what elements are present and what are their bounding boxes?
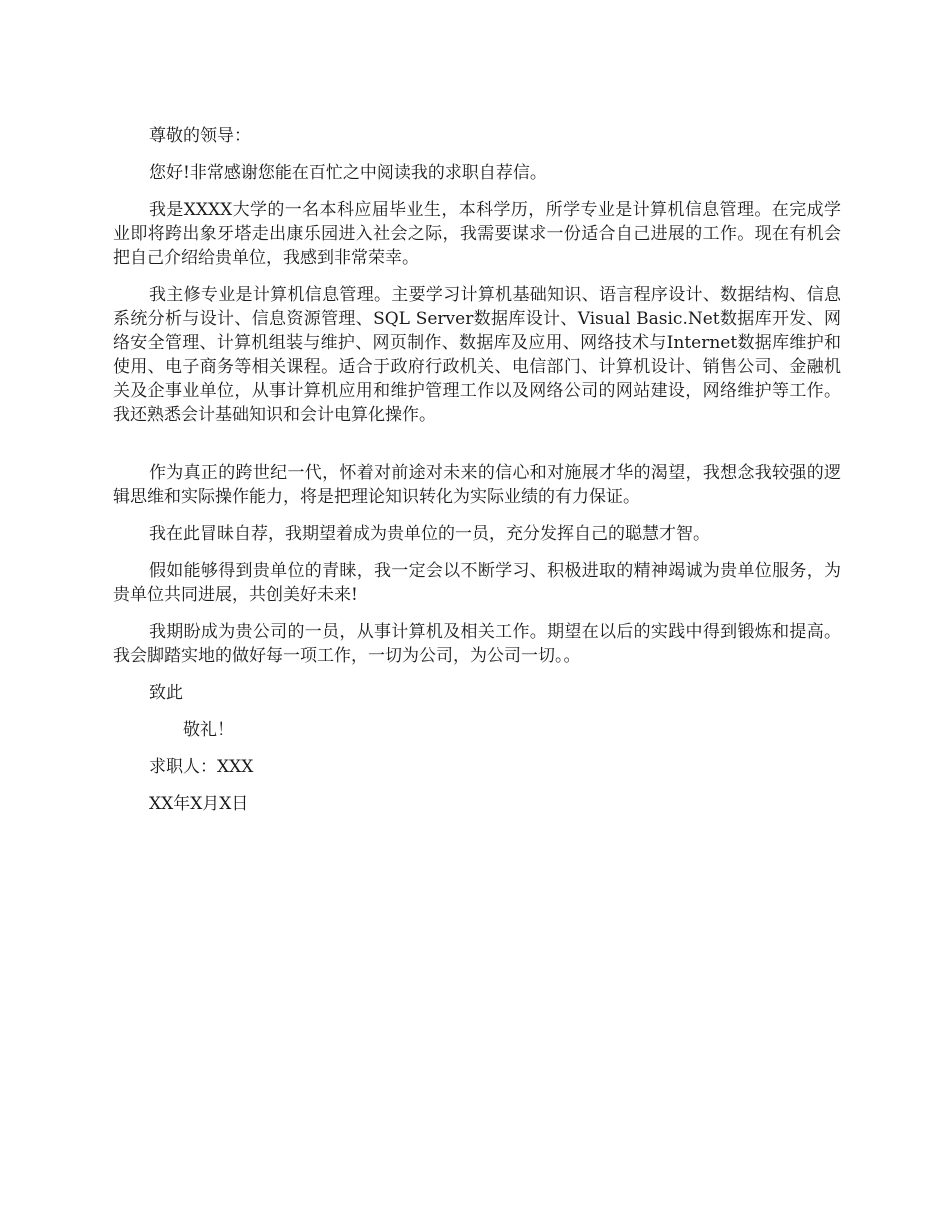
- major-paragraph: 我主修专业是计算机信息管理。主要学习计算机基础知识、语言程序设计、数据结构、信息系统分析与设计、信息资源管理、SQL Server数据库设计、Visual Basic.Net数据库开发、网络安全管理、计算机组装与维护、网页制作、数据库及应用、网络技术与Internet数据库维护和使用、电子商务等相关课程。适合于政府行政机关、电信部门、计算机设计、销售公司、金融机关及企事业单位，从事计算机应用和维护管理工作以及网络公司的网站建设，网络维护等工作。我还熟悉会计基础知识和会计电算化操作。: [113, 285, 841, 425]
- date-line: XX年X月X日: [149, 794, 249, 814]
- opening-paragraph: 您好!非常感谢您能在百忙之中阅读我的求职自荐信。: [149, 163, 547, 183]
- closing-line: 致此: [149, 683, 183, 703]
- salute-line: 敬礼！: [183, 720, 234, 740]
- greeting: 尊敬的领导：: [149, 126, 251, 146]
- hope-paragraph: 我期盼成为贵公司的一员，从事计算机及相关工作。期望在以后的实践中得到锻炼和提高。我会脚踏实地的做好每一项工作，一切为公司，为公司一切。。: [113, 622, 841, 666]
- generation-paragraph: 作为真正的跨世纪一代，怀着对前途对未来的信心和对施展才华的渴望，我想念我较强的逻辑思维和实际操作能力，将是把理论知识转化为实际业绩的有力保证。: [113, 463, 841, 507]
- signer-line: 求职人：XXX: [149, 757, 254, 777]
- promise-paragraph: 假如能够得到贵单位的青睐，我一定会以不断学习、积极进取的精神竭诚为贵单位服务，为贵单位共同进展，共创美好未来!: [113, 561, 841, 605]
- letter-body: [113, 124, 841, 829]
- recommend-paragraph: 我在此冒昧自荐，我期望着成为贵单位的一员，充分发挥自己的聪慧才智。: [149, 524, 710, 544]
- intro-paragraph: 我是XXXX大学的一名本科应届毕业生，本科学历，所学专业是计算机信息管理。在完成学业即将跨出象牙塔走出康乐园进入社会之际，我需要谋求一份适合自己进展的工作。现在有机会把自己介绍给贵单位，我感到非常荣幸。: [113, 200, 841, 268]
